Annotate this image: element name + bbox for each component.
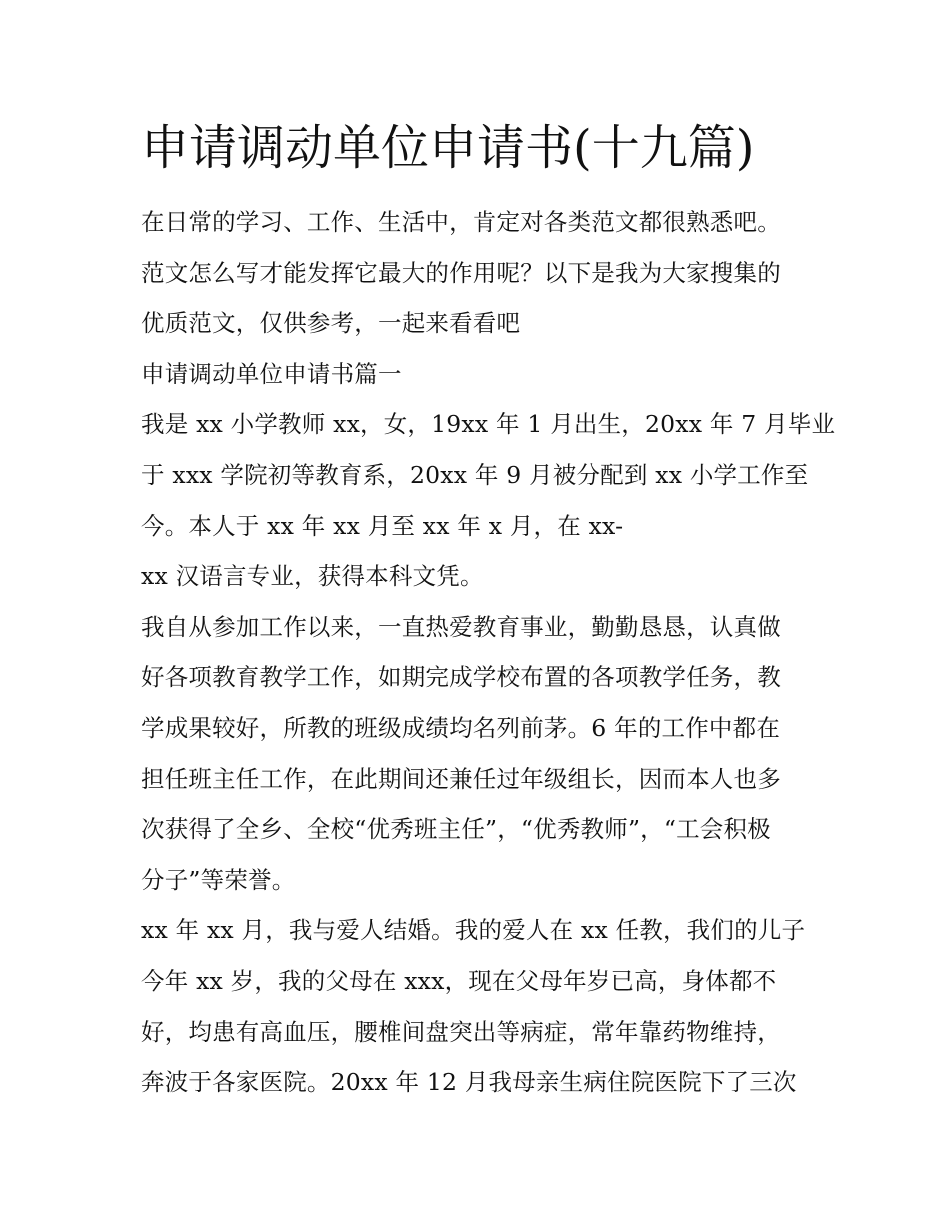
body-line: 于 xxx 学院初等教育系，20xx 年 9 月被分配到 xx 小学工作至 (141, 460, 809, 489)
body-line: 担任班主任工作，在此期间还兼任过年级组长，因而本人也多 (141, 764, 781, 793)
body-line: 在日常的学习、工作、生活中，肯定对各类范文都很熟悉吧。 (141, 208, 781, 236)
body-line: 学成果较好，所教的班级成绩均名列前茅。6 年的工作中都在 (141, 713, 781, 742)
body-line: xx 汉语言专业，获得本科文凭。 (141, 562, 484, 591)
body-line: 优质范文，仅供参考，一起来看看吧 (141, 309, 521, 338)
document-title: 申请调动单位申请书(十九篇) (141, 120, 755, 176)
body-line: 分子”等荣誉。 (141, 865, 296, 894)
body-line: xx 年 xx 月，我与爱人结婚。我的爱人在 xx 任教，我们的儿子 (141, 916, 806, 945)
body-line: 我自从参加工作以来，一直热爱教育事业，勤勤恳恳，认真做 (141, 612, 781, 641)
body-line: 我是 xx 小学教师 xx，女，19xx 年 1 月出生，20xx 年 7 月毕业 (141, 410, 836, 439)
body-line: 奔波于各家医院。20xx 年 12 月我母亲生病住院医院下了三次 (141, 1068, 797, 1097)
body-line: 范文怎么写才能发挥它最大的作用呢？以下是我为大家搜集的 (141, 258, 781, 287)
body-line: 次获得了全乡、全校“优秀班主任”，“优秀教师”，“工会积极 (141, 815, 771, 844)
section-heading: 申请调动单位申请书篇一 (141, 359, 402, 388)
body-line: 好各项教育教学工作，如期完成学校布置的各项教学任务，教 (141, 663, 781, 692)
document-body (141, 197, 836, 1108)
body-line: 好，均患有高血压，腰椎间盘突出等病症，常年靠药物维持， (141, 1017, 781, 1046)
body-line: 今年 xx 岁，我的父母在 xxx，现在父母年岁已高，身体都不 (141, 966, 777, 995)
body-line: 今。本人于 xx 年 xx 月至 xx 年 x 月，在 xx- (141, 511, 624, 540)
